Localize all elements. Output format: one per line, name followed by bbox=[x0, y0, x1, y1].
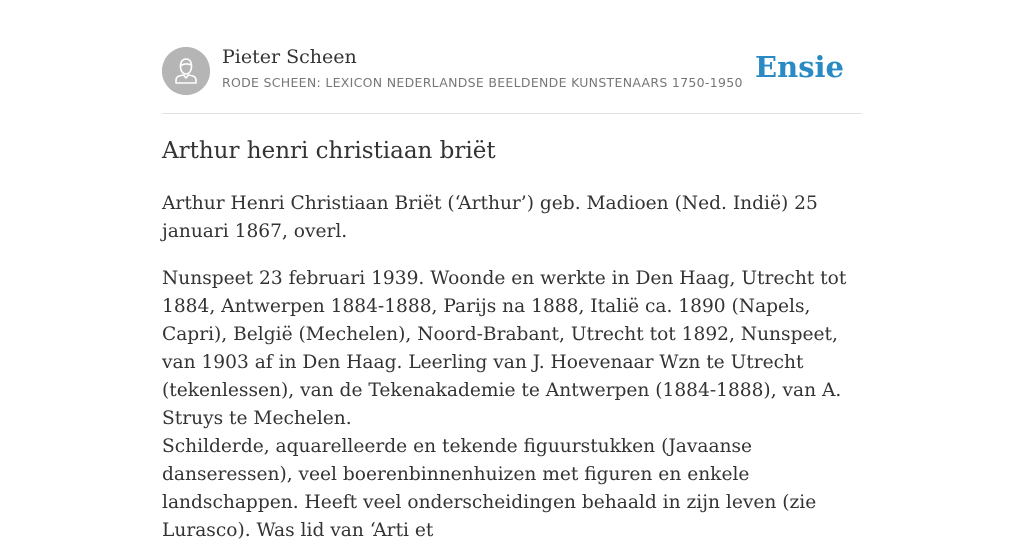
article-paragraph: Schilderde, aquarelleerde en tekende figuurstukken (Javaanse danseressen), veel boerenbinnenhuizen met figuren en enkele landschappen. Heeft veel onderscheidingen behaald in zijn leven (zie Lurasco). Was lid van ‘Arti et bbox=[162, 436, 817, 541]
user-avatar-icon bbox=[162, 47, 210, 95]
author-name[interactable]: Pieter Scheen bbox=[222, 46, 357, 68]
avatar[interactable] bbox=[162, 47, 210, 95]
brand-logo[interactable]: Ensie bbox=[755, 50, 844, 84]
article-title: Arthur henri christiaan briët bbox=[162, 138, 496, 164]
header-divider bbox=[162, 113, 862, 114]
article-paragraph: Nunspeet 23 februari 1939. Woonde en werkte in Den Haag, Utrecht tot 1884, Antwerpen 1884-1888, Parijs na 1888, Italië ca. 1890 (Napels, Capri), België (Mechelen), Noord-Brabant, Utrecht tot 1892, Nunspeet, van 1903 af in Den Haag. Leerling van J. Hoevenaar Wzn te Utrecht (tekenlessen), van de Tekenakademie te Antwerpen (1884-1888), van A. Struys te Mechelen. bbox=[162, 268, 847, 429]
author-header bbox=[162, 46, 862, 96]
source-title[interactable]: RODE SCHEEN: LEXICON NEDERLANDSE BEELDENDE KUNSTENAARS 1750-1950 bbox=[222, 75, 743, 90]
article-paragraph: Arthur Henri Christiaan Briët (‘Arthur’) geb. Madioen (Ned. Indië) 25 januari 1867, overl. bbox=[162, 193, 818, 242]
